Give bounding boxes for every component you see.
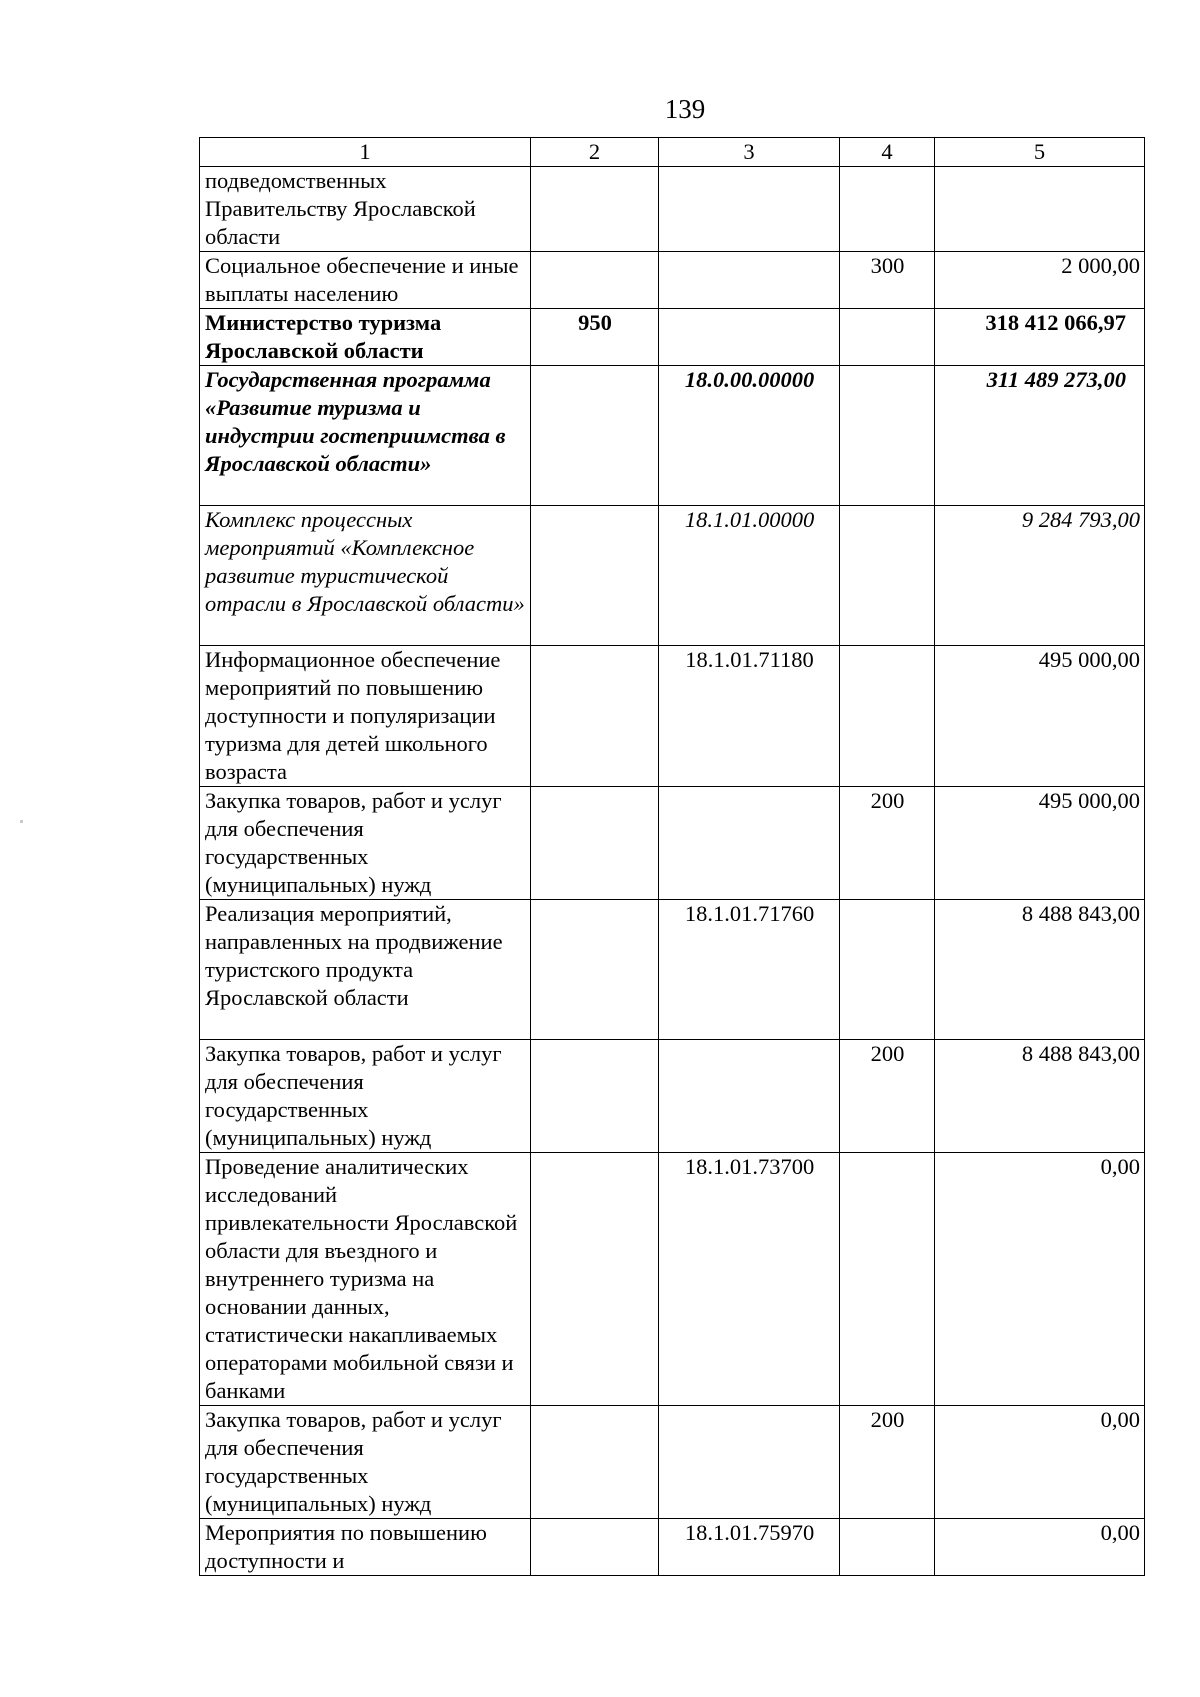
row-col2-cell: [531, 366, 659, 506]
header-col-2: 2: [531, 138, 659, 167]
row-col4-cell: [840, 309, 935, 366]
row-col3-cell: 18.1.01.73700: [659, 1153, 840, 1406]
row-col5-cell: [935, 167, 1145, 252]
table-row: [200, 252, 1145, 309]
row-col3-cell: [659, 787, 840, 900]
row-name-cell: Информационное обеспечение мероприятий по повышению доступности и популяризации туризма для детей школьного возраста: [200, 646, 531, 787]
table-row: [200, 1519, 1145, 1576]
row-col4-cell: [840, 167, 935, 252]
row-col3-cell: 18.1.01.71180: [659, 646, 840, 787]
row-col4-cell: 200: [840, 1040, 935, 1153]
row-col4-cell: 200: [840, 1406, 935, 1519]
row-col3-cell: [659, 252, 840, 309]
row-col5-cell: 311 489 273,00: [935, 366, 1145, 506]
row-col2-cell: [531, 646, 659, 787]
table-row: [200, 506, 1145, 646]
page-number: 139: [664, 94, 706, 124]
row-name-cell: Министерство туризма Ярославской области: [200, 309, 531, 366]
row-col2-cell: [531, 506, 659, 646]
row-col2-cell: [531, 1040, 659, 1153]
row-col3-cell: 18.0.00.00000: [659, 366, 840, 506]
table-row: [200, 366, 1145, 506]
row-col5-cell: 0,00: [935, 1406, 1145, 1519]
table-row: [200, 787, 1145, 900]
header-col-5: 5: [935, 138, 1145, 167]
row-col4-cell: 300: [840, 252, 935, 309]
row-name-cell: Мероприятия по повышению доступности и: [200, 1519, 531, 1576]
row-col3-cell: 18.1.01.75970: [659, 1519, 840, 1576]
row-col4-cell: [840, 646, 935, 787]
row-col5-cell: 495 000,00: [935, 787, 1145, 900]
row-col2-cell: [531, 167, 659, 252]
row-col2-cell: [531, 787, 659, 900]
row-col4-cell: [840, 506, 935, 646]
row-col2-cell: [531, 1406, 659, 1519]
row-col5-cell: 8 488 843,00: [935, 900, 1145, 1040]
row-col3-cell: [659, 309, 840, 366]
row-name-cell: Закупка товаров, работ и услуг для обеспечения государственных (муниципальных) нужд: [200, 1406, 531, 1519]
row-name-cell: подведомственных Правительству Ярославской области: [200, 167, 531, 252]
row-name-cell: Комплекс процессных мероприятий «Комплексное развитие туристической отрасли в Ярославской области»: [200, 506, 531, 646]
table-row: [200, 900, 1145, 1040]
row-col3-cell: [659, 167, 840, 252]
row-col5-cell: 0,00: [935, 1519, 1145, 1576]
row-col5-cell: 0,00: [935, 1153, 1145, 1406]
table-row: [200, 309, 1145, 366]
row-col5-cell: 9 284 793,00: [935, 506, 1145, 646]
table-row: [200, 1040, 1145, 1153]
table-body: [200, 167, 1145, 1576]
header-col-1: 1: [200, 138, 531, 167]
row-col2-cell: [531, 252, 659, 309]
row-name-cell: Проведение аналитических исследований привлекательности Ярославской области для въездного и внутреннего туризма на основании данных, статистически накапливаемых операторами мобильной связи и банками: [200, 1153, 531, 1406]
table-header-row: [200, 138, 1145, 167]
row-col4-cell: [840, 1153, 935, 1406]
table-row: [200, 1406, 1145, 1519]
row-col2-cell: [531, 900, 659, 1040]
row-col2-cell: 950: [531, 309, 659, 366]
row-name-cell: Реализация мероприятий, направленных на продвижение туристского продукта Ярославской области: [200, 900, 531, 1040]
table-row: [200, 1153, 1145, 1406]
row-col4-cell: [840, 900, 935, 1040]
row-col5-cell: 8 488 843,00: [935, 1040, 1145, 1153]
row-col3-cell: 18.1.01.00000: [659, 506, 840, 646]
header-col-3: 3: [659, 138, 840, 167]
row-col5-cell: 495 000,00: [935, 646, 1145, 787]
row-col4-cell: [840, 1519, 935, 1576]
row-col2-cell: [531, 1153, 659, 1406]
row-col5-cell: 318 412 066,97: [935, 309, 1145, 366]
row-name-cell: Социальное обеспечение и иные выплаты населению: [200, 252, 531, 309]
scan-speck: [20, 820, 23, 823]
row-name-cell: Закупка товаров, работ и услуг для обеспечения государственных (муниципальных) нужд: [200, 1040, 531, 1153]
row-col2-cell: [531, 1519, 659, 1576]
table-row: [200, 167, 1145, 252]
row-col3-cell: [659, 1040, 840, 1153]
row-col4-cell: [840, 366, 935, 506]
budget-table: [199, 137, 1145, 1576]
row-name-cell: Закупка товаров, работ и услуг для обеспечения государственных (муниципальных) нужд: [200, 787, 531, 900]
row-col3-cell: 18.1.01.71760: [659, 900, 840, 1040]
header-col-4: 4: [840, 138, 935, 167]
row-col5-cell: 2 000,00: [935, 252, 1145, 309]
row-col3-cell: [659, 1406, 840, 1519]
row-name-cell: Государственная программа «Развитие туризма и индустрии гостеприимства в Ярославской области»: [200, 366, 531, 506]
table-row: [200, 646, 1145, 787]
row-col4-cell: 200: [840, 787, 935, 900]
